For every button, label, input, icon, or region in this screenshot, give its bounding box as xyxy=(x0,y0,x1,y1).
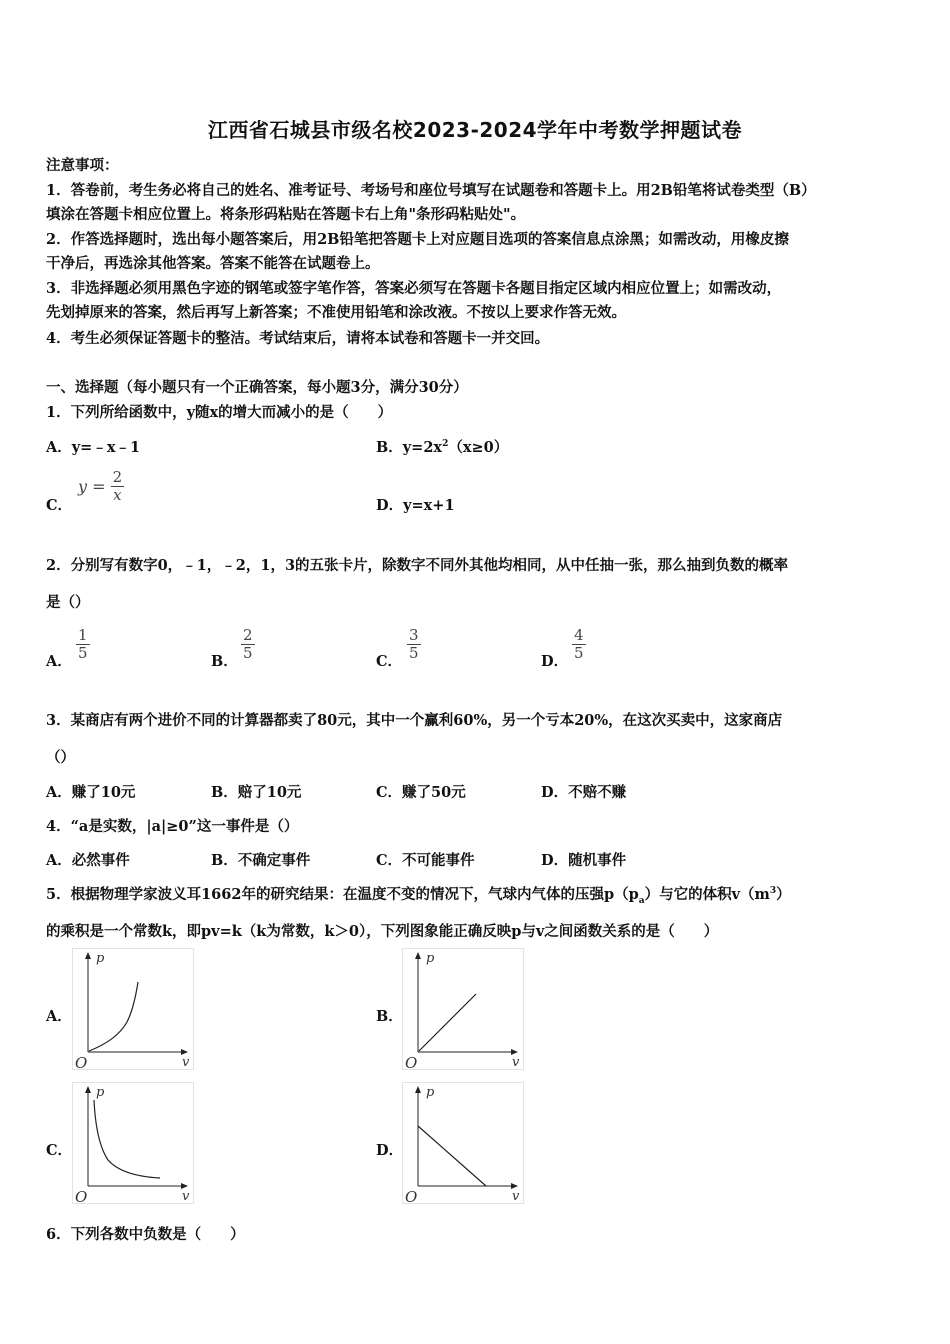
q5-stem-line2: 的乘积是一个常数k，即pv=k（k为常数，k＞0），下列图象能正确反映p与v之间函数关系的是（ ） xyxy=(46,923,719,940)
y-axis-arrow xyxy=(85,1086,91,1093)
q1-stem: 1．下列所给函数中，y随x的增大而减小的是（ ） xyxy=(46,404,393,421)
q1-b-exponent: 2 xyxy=(442,439,449,450)
q3-option-a: A．赚了10元 xyxy=(46,784,136,801)
q2-c-denominator: 5 xyxy=(409,644,419,662)
q5-graph-a xyxy=(72,948,194,1070)
origin-label: O xyxy=(405,1054,418,1070)
q2-option-a-label: A． xyxy=(46,653,72,670)
q2-b-numerator: 2 xyxy=(243,626,253,644)
q5-stem-part2: ）与它的体积v（m xyxy=(644,886,770,903)
q5-stem-part1: 5．根据物理学家波义耳1662年的研究结果：在温度不变的情况下，气球内气体的压强p（p xyxy=(46,886,639,903)
y-axis-arrow xyxy=(415,1086,421,1093)
y-axis-arrow xyxy=(415,952,421,959)
q3-option-b: B．赔了10元 xyxy=(211,784,302,801)
y-axis-label: p xyxy=(96,951,105,966)
q5-stem-part3: ） xyxy=(776,886,791,903)
origin-label: O xyxy=(75,1188,88,1204)
q5-stem-subscript: a xyxy=(638,895,645,906)
q1-c-equals: = xyxy=(92,477,106,496)
q4-stem: 4．“a是实数，|a|≥0”这一事件是（） xyxy=(46,818,299,835)
q2-stem-line2: 是（） xyxy=(46,594,90,611)
q2-a-denominator: 5 xyxy=(78,644,88,662)
x-axis-label: v xyxy=(182,1055,190,1070)
q2-c-numerator: 3 xyxy=(409,626,419,644)
q5-stem-line1 xyxy=(46,883,791,906)
graph-frame xyxy=(403,1083,524,1204)
graph-frame xyxy=(73,1083,194,1204)
q5-graph-b xyxy=(402,948,524,1070)
q2-option-d-fraction xyxy=(572,627,586,662)
q3-option-c: C．赚了50元 xyxy=(376,784,466,801)
q2-option-c-fraction xyxy=(407,627,421,662)
q5-option-c-label: C． xyxy=(46,1142,73,1159)
q1-option-c-label: C． xyxy=(46,497,73,514)
x-axis-label: v xyxy=(512,1189,520,1204)
origin-label: O xyxy=(75,1054,88,1070)
q3-option-d: D．不赔不赚 xyxy=(541,784,627,801)
y-axis-label: p xyxy=(96,1085,105,1100)
page-title: 江西省石城县市级名校2023-2024学年中考数学押题试卷 xyxy=(207,118,743,142)
q1-b-condition: （x≥0） xyxy=(448,439,509,456)
q4-option-b: B．不确定事件 xyxy=(211,852,311,869)
line-proportional xyxy=(419,994,476,1051)
x-axis-label: v xyxy=(512,1055,520,1070)
y-axis-label: p xyxy=(426,1085,435,1100)
notice-line: 1．答卷前，考生务必将自己的姓名、准考证号、考场号和座位号填写在试题卷和答题卡上。用2B铅笔将试卷类型（B） xyxy=(46,182,816,199)
q5-stem-superscript: 3 xyxy=(769,886,777,897)
q2-option-b-label: B． xyxy=(211,653,238,670)
q2-d-numerator: 4 xyxy=(574,626,584,644)
q5-option-d-label: D． xyxy=(376,1142,404,1159)
q2-d-denominator: 5 xyxy=(574,644,584,662)
notice-line: 填涂在答题卡相应位置上。将条形码粘贴在答题卡右上角"条形码粘贴处"。 xyxy=(46,206,526,223)
q1-option-b xyxy=(376,436,508,457)
q2-a-numerator: 1 xyxy=(78,626,88,644)
notice-line: 2．作答选择题时，选出每小题答案后，用2B铅笔把答题卡上对应题目选项的答案信息点涂黑；如需改动，用橡皮擦 xyxy=(46,231,789,248)
q5-graph-c xyxy=(72,1082,194,1204)
q1-c-denominator: x xyxy=(113,486,122,504)
q2-option-d-label: D． xyxy=(541,653,569,670)
notice-heading: 注意事项： xyxy=(46,157,119,174)
q1-c-fraction xyxy=(111,469,125,504)
section-heading: 一、选择题（每小题只有一个正确答案，每小题3分，满分30分） xyxy=(46,379,468,396)
q2-option-c-label: C． xyxy=(376,653,403,670)
q3-stem-line1: 3．某商店有两个进价不同的计算器都卖了80元，其中一个赢利60%，另一个亏本20%，在这次买卖中，这家商店 xyxy=(46,712,783,729)
notice-line: 4．考生必须保证答题卡的整洁。考试结束后，请将本试卷和答题卡一并交回。 xyxy=(46,330,550,347)
q4-option-a: A．必然事件 xyxy=(46,852,130,869)
q3-stem-line2: （） xyxy=(46,749,75,766)
q6-stem: 6．下列各数中负数是（ ） xyxy=(46,1226,245,1243)
y-axis-arrow xyxy=(85,952,91,959)
q1-option-c-formula xyxy=(78,469,124,504)
q1-c-numerator: 2 xyxy=(112,468,123,486)
q2-stem-line1: 2．分别写有数字0，﹣1，﹣2，1，3的五张卡片，除数字不同外其他均相同，从中任抽一张，那么抽到负数的概率 xyxy=(46,557,789,574)
origin-label: O xyxy=(405,1188,418,1204)
graph-frame xyxy=(73,949,194,1070)
q1-b-text: B．y=2x xyxy=(376,439,443,456)
graph-frame xyxy=(403,949,524,1070)
notice-line: 3．非选择题必须用黑色字迹的钢笔或签字笔作答，答案必须写在答题卡各题目指定区域内相应位置上；如需改动， xyxy=(46,280,782,297)
curve-increasing xyxy=(89,982,138,1051)
q4-option-d: D．随机事件 xyxy=(541,852,627,869)
q2-option-a-fraction xyxy=(76,627,90,662)
notice-line: 干净后，再选涂其他答案。答案不能答在试题卷上。 xyxy=(46,255,380,272)
q5-graph-d xyxy=(402,1082,524,1204)
line-decreasing xyxy=(418,1126,486,1186)
y-axis-label: p xyxy=(426,951,435,966)
notice-line: 先划掉原来的答案，然后再写上新答案；不准使用铅笔和涂改液。不按以上要求作答无效。 xyxy=(46,304,626,321)
q1-option-a: A．y=﹣x﹣1 xyxy=(46,439,141,456)
q2-b-denominator: 5 xyxy=(243,644,253,662)
q5-option-b-label: B． xyxy=(376,1008,403,1025)
q2-option-b-fraction xyxy=(241,627,255,662)
curve-inverse xyxy=(94,1100,160,1178)
q1-c-y: y xyxy=(78,477,88,496)
q4-option-c: C．不可能事件 xyxy=(376,852,475,869)
q1-option-d: D．y=x+1 xyxy=(376,497,455,514)
q5-option-a-label: A． xyxy=(46,1008,72,1025)
x-axis-label: v xyxy=(182,1189,190,1204)
